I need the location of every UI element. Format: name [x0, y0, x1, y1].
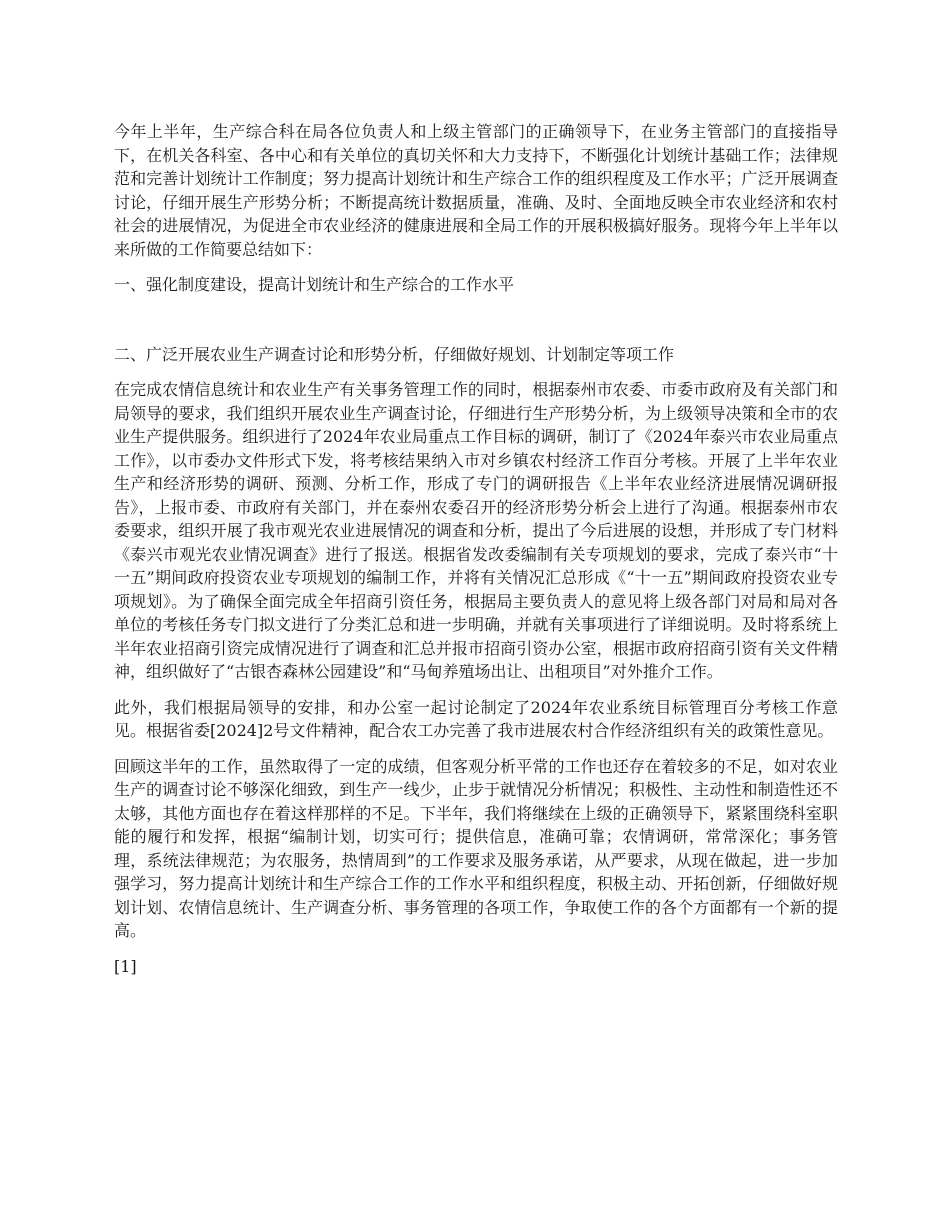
conclusion-paragraph: 回顾这半年的工作，虽然取得了一定的成绩，但客观分析平常的工作也还存在着较多的不足，如对农业生产的调查讨论不够深化细致，到生产一线少，止步于就情况分析情况；积极性、主动性和制造性还不太够，其他方面也存在着这样那样的不足。下半年，我们将继续在上级的正确领导下，紧紧围绕科室职能的履行和发挥，根据“编制计划，切实可行；提供信息，准确可靠；农情调研，常常深化；事务管理，系统法律规范；为农服务，热情周到”的工作要求及服务承诺，从严要求，从现在做起，进一步加强学习，努力提高计划统计和生产综合工作的工作水平和组织程度，积极主动、开拓创新，仔细做好规划计划、农情信息统计、生产调查分析、事务管理的各项工作，争取使工作的各个方面都有一个新的提高。	[114, 756, 838, 940]
section-2-paragraph-1: 在完成农情信息统计和农业生产有关事务管理工作的同时，根据泰州市农委、市委市政府及有关部门和局领导的要求，我们组织开展农业生产调查讨论，仔细进行生产形势分析，为上级领导决策和全市的农业生产提供服务。组织进行了2024年农业局重点工作目标的调研，制订了《2024年泰兴市农业局重点工作》，以市委办文件形式下发，将考核结果纳入市对乡镇农村经济工作百分考核。开展了上半年农业生产和经济形势的调研、预测、分析工作，形成了专门的调研报告《上半年农业经济进展情况调研报告》，上报市委、市政府有关部门，并在泰州农委召开的经济形势分析会上进行了沟通。根据泰州市农委要求，组织开展了我市观光农业进展情况的调查和分析，提出了今后进展的设想，并形成了专门材料《泰兴市观光农业情况调查》进行了报送。根据省发改委编制有关专项规划的要求，完成了泰兴市“十一五”期间政府投资农业专项规划的编制工作，并将有关情况汇总形成《“十一五”期间政府投资农业专项规划》。为了确保全面完成全年招商引资任务，根据局主要负责人的意见将上级各部门对局和局对各单位的考核任务专门拟文进行了分类汇总和进一步明确，并就有关事项进行了详细说明。及时将系统上半年农业招商引资完成情况进行了调查和汇总并报市招商引资办公室，根据市政府招商引资有关文件精神，组织做好了“古银杏森林公园建设”和“马甸养殖场出让、出租项目”对外推介工作。	[114, 380, 838, 681]
section-heading-2: 二、广泛开展农业生产调查讨论和形势分析，仔细做好规划、计划制定等项工作	[114, 344, 675, 364]
reference-marker: [1]	[114, 956, 137, 976]
intro-paragraph: 今年上半年，生产综合科在局各位负责人和上级主管部门的正确领导下，在业务主管部门的直接指导下，在机关各科室、各中心和有关单位的真切关怀和大力支持下，不断强化计划统计基础工作；法律规范和完善计划统计工作制度；努力提高计划统计和生产综合工作的组织程度及工作水平；广泛开展调查讨论，仔细开展生产形势分析；不断提高统计数据质量，准确、及时、全面地反映全市农业经济和农村社会的进展情况，为促进全市农业经济的健康进展和全局工作的开展积极搞好服务。现将今年上半年以来所做的工作简要总结如下：	[114, 122, 838, 259]
section-heading-1: 一、强化制度建设，提高计划统计和生产综合的工作水平	[114, 275, 515, 294]
document-page	[114, 120, 838, 978]
section-2-paragraph-2: 此外，我们根据局领导的安排，和办公室一起讨论制定了2024年农业系统目标管理百分考核工作意见。根据省委[2024]2号文件精神，配合农工办完善了我市进展农村合作经济组织有关的政策性意见。	[114, 697, 838, 740]
